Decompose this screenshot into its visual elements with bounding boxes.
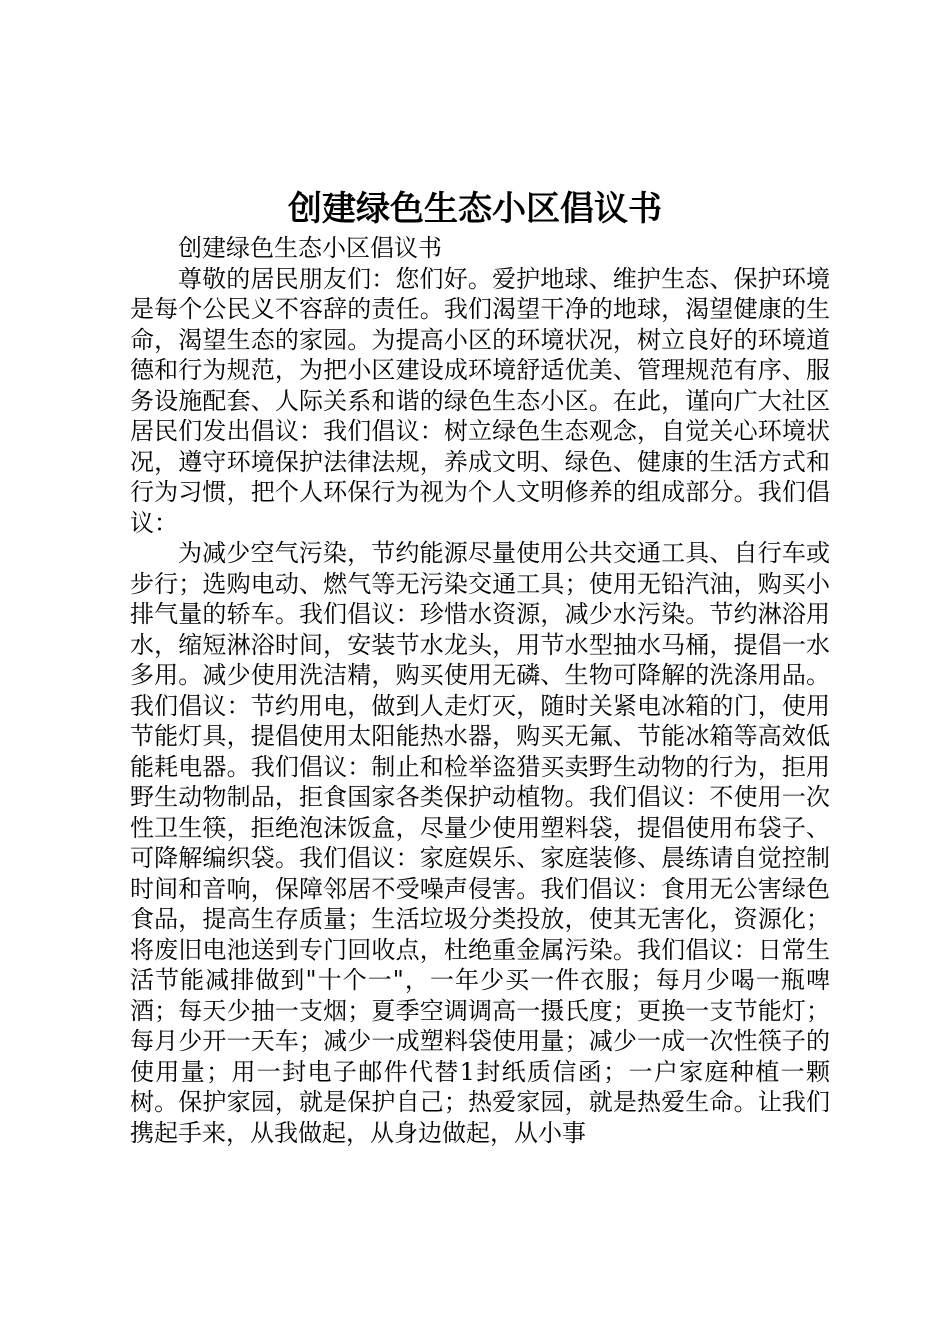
subtitle-paragraph: 创建绿色生态小区倡议书 <box>178 234 442 262</box>
body-paragraph-1: 尊敬的居民朋友们：您们好。爱护地球、维护生态、保护环境是每个公民义不容辞的责任。我们渴望干净的地球，渴望健康的生命，渴望生态的家园。为提高小区的环境状况，树立良好的环境道德和行为规范，为把小区建设成环境舒适优美、管理规范有序、服务设施配套、人际关系和谐的绿色生态小区。在此，谨向广大社区居民们发出倡议：我们倡议：树立绿色生态观念，自觉关心环境状况，遵守环境保护法律法规，养成文明、绿色、健康的生活方式和行为习惯，把个人环保行为视为个人文明修养的组成部分。我们倡议： <box>130 264 830 537</box>
document-body <box>130 233 830 1148</box>
body-paragraph-2: 为减少空气污染，节约能源尽量使用公共交通工具、自行车或步行；选购电动、燃气等无污染交通工具；使用无铅汽油，购买小排气量的轿车。我们倡议：珍惜水资源，减少水污染。节约淋浴用水，缩短淋浴时间，安装节水龙头，用节水型抽水马桶，提倡一水多用。减少使用洗洁精，购买使用无磷、生物可降解的洗涤用品。我们倡议：节约用电，做到人走灯灭，随时关紧电冰箱的门，使用节能灯具，提倡使用太阳能热水器，购买无氟、节能冰箱等高效低能耗电器。我们倡议：制止和检举盗猎买卖野生动物的行为，拒用野生动物制品，拒食国家各类保护动植物。我们倡议：不使用一次性卫生筷，拒绝泡沫饭盒，尽量少使用塑料袋，提倡使用布袋子、可降解编织袋。我们倡议：家庭娱乐、家庭装修、晨练请自觉控制时间和音响，保障邻居不受噪声侵害。我们倡议：食用无公害绿色食品，提高生存质量；生活垃圾分类投放，使其无害化，资源化；将废旧电池送到专门回收点，杜绝重金属污染。我们倡议：日常生活节能减排做到"十个一"，一年少买一件衣服；每月少喝一瓶啤酒；每天少抽一支烟；夏季空调调高一摄氏度；更换一支节能灯；每月少开一天车；减少一成塑料袋使用量；减少一成一次性筷子的使用量；用一封电子邮件代替1封纸质信函；一户家庭种植一颗树。保护家园，就是保护自己；热爱家园，就是热爱生命。让我们携起手来，从我做起，从身边做起，从小事 <box>130 539 830 1147</box>
document-title: 创建绿色生态小区倡议书 <box>288 189 662 229</box>
